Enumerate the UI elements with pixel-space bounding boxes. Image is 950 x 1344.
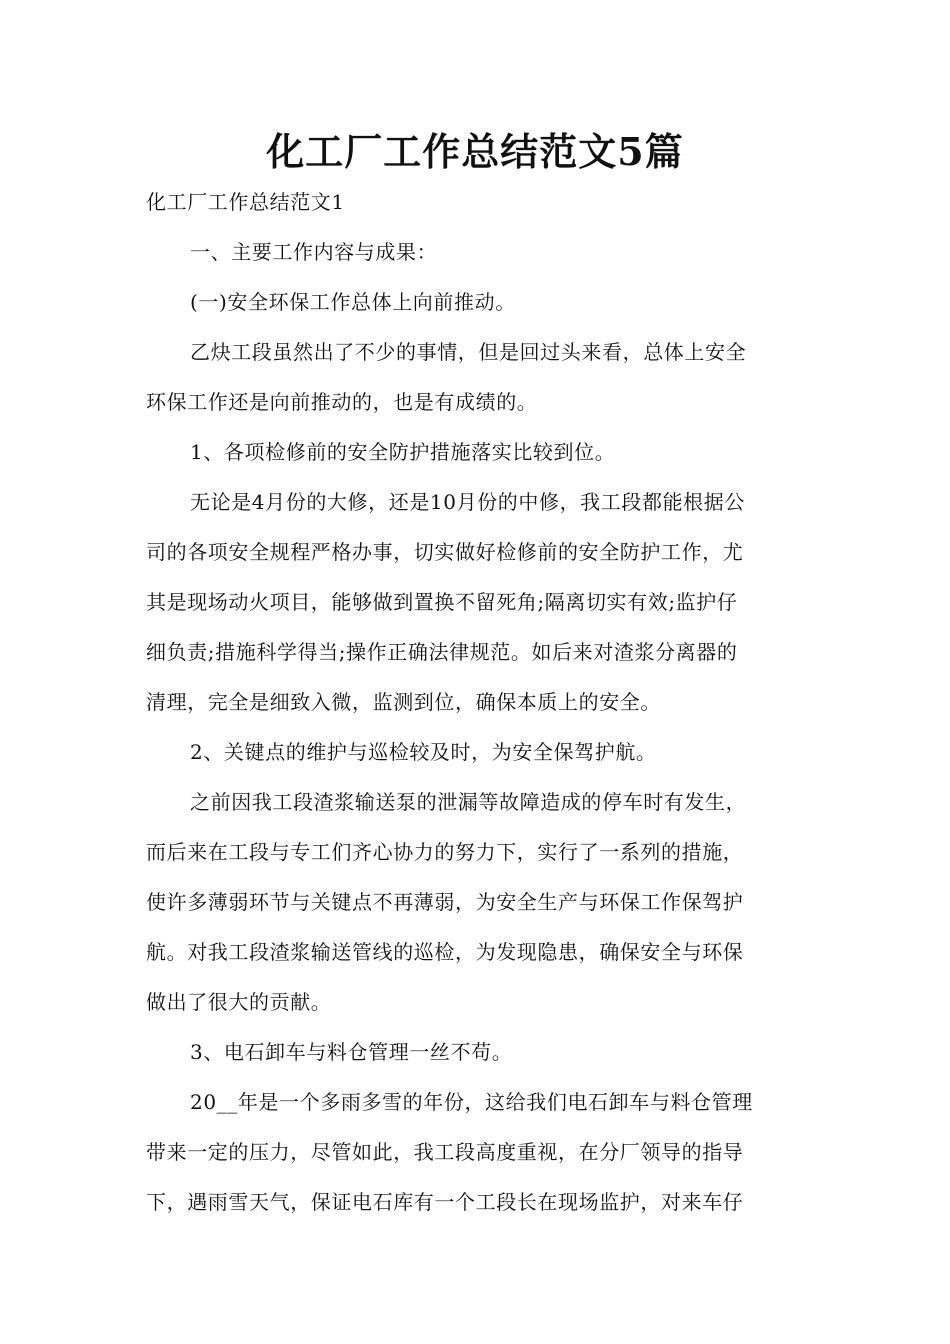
text-line: 乙炔工段虽然出了不少的事情，但是回过头来看，总体上安全 (190, 340, 747, 364)
text-line: 3、电石卸车与料仓管理一丝不苟。 (190, 1040, 513, 1064)
text-line: 2、关键点的维护与巡检较及时，为安全保驾护航。 (190, 740, 657, 764)
text-line: 带来一定的压力，尽管如此，我工段高度重视，在分厂领导的指导 (146, 1140, 744, 1164)
document-body (146, 177, 806, 1227)
text-line: 其是现场动火项目，能够做到置换不留死角;隔离切实有效;监护仔 (146, 590, 738, 614)
text-line: 环保工作还是向前推动的，也是有成绩的。 (146, 390, 538, 414)
text-line: 使许多薄弱环节与关键点不再薄弱，为安全生产与环保工作保驾护 (146, 890, 744, 914)
document-title: 化工厂工作总结范文5篇 (266, 129, 684, 174)
text-line: 无论是4月份的大修，还是10月份的中修，我工段都能根据公 (190, 490, 745, 514)
text-line: 20__年是一个多雨多雪的年份，这给我们电石卸车与料仓管理 (190, 1090, 753, 1114)
text-line: 化工厂工作总结范文1 (146, 190, 345, 214)
text-line: 清理，完全是细致入微，监测到位，确保本质上的安全。 (146, 690, 661, 714)
text-line: 下，遇雨雪天气，保证电石库有一个工段长在现场监护，对来车仔 (146, 1190, 744, 1214)
text-line: 做出了很大的贡献。 (146, 990, 332, 1014)
text-line: 细负责;措施科学得当;操作正确法律规范。如后来对渣浆分离器的 (146, 640, 738, 664)
text-line: 之前因我工段渣浆输送泵的泄漏等故障造成的停车时有发生， (190, 790, 747, 814)
text-line: 航。对我工段渣浆输送管线的巡检，为发现隐患，确保安全与环保 (146, 940, 744, 964)
text-line: 一、主要工作内容与成果： (190, 240, 438, 264)
text-line: 司的各项安全规程严格办事，切实做好检修前的安全防护工作，尤 (146, 540, 744, 564)
text-line: (一)安全环保工作总体上向前推动。 (190, 290, 516, 314)
text-line: 1、各项检修前的安全防护措施落实比较到位。 (190, 440, 616, 464)
text-line: 而后来在工段与专工们齐心协力的努力下，实行了一系列的措施， (146, 840, 744, 864)
